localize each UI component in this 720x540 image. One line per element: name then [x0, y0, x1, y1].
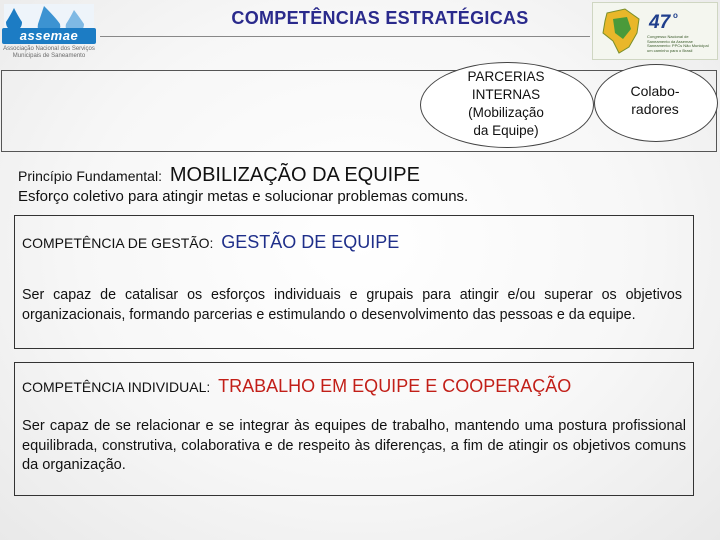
principle-label: Princípio Fundamental: — [18, 168, 162, 184]
principle-value: MOBILIZAÇÃO DA EQUIPE — [169, 164, 420, 186]
principle-heading — [18, 164, 420, 187]
title-divider — [100, 36, 590, 37]
individual-competency-value: TRABALHO EM EQUIPE E COOPERAÇÃO — [218, 376, 572, 396]
page-title: COMPETÊNCIAS ESTRATÉGICAS — [231, 8, 529, 28]
individual-competency-description: Ser capaz de se relacionar e se integrar às equipes de trabalho, mantendo uma postura profissional equilibrada, construtiva, colaborativa e de respeito às diferenças, a fim de atingir os objetivos comuns da organização. — [22, 418, 686, 473]
management-competency-heading — [22, 232, 399, 253]
brazil-map-icon — [599, 7, 643, 55]
management-competency-description: Ser capaz de catalisar os esforços individuais e grupais para atingir e/ou superar os objetivos organizacionais, formando parcerias e estimulando o desenvolvimento das pessoas e da equipe. — [22, 287, 682, 323]
congress-number: 47 — [649, 12, 671, 33]
assemae-wordmark: assemae — [2, 28, 96, 44]
assemae-subtitle: Associação Nacional dos Serviços Municipais de Saneamento — [3, 46, 95, 59]
congress-number-ordinal: o — [673, 11, 678, 20]
individual-competency-label: COMPETÊNCIA INDIVIDUAL: — [22, 379, 211, 395]
congress-caption: Congresso Nacional de Saneamento da Assemae Saneamento: PPCs Não Municipal um caminho para o Brasil — [647, 34, 709, 53]
internal-partners-label: PARCERIAS INTERNAS (Mobilização da Equipe) — [467, 69, 545, 138]
individual-competency-heading — [22, 376, 571, 397]
assemae-logo — [0, 0, 98, 64]
management-competency-value: GESTÃO DE EQUIPE — [221, 232, 400, 252]
principle-description: Esforço coletivo para atingir metas e solucionar problemas comuns. — [18, 188, 469, 205]
management-competency-label: COMPETÊNCIA DE GESTÃO: — [22, 235, 214, 251]
collaborators-label: Colabo- radores — [630, 83, 680, 117]
congress-logo — [592, 2, 718, 60]
